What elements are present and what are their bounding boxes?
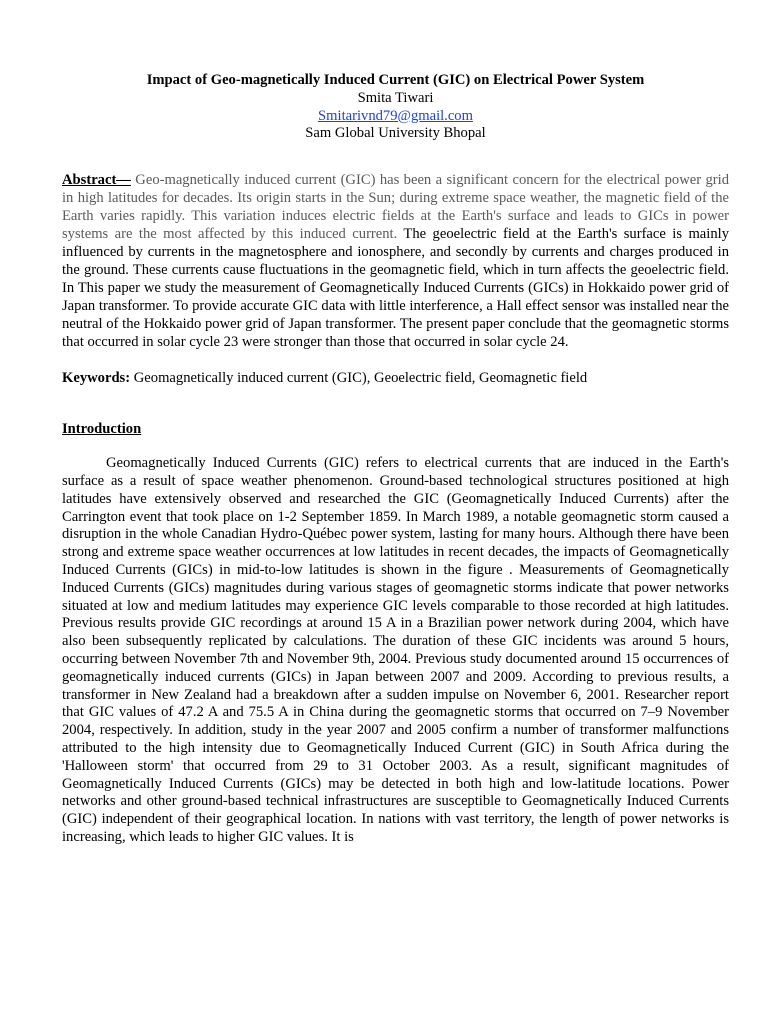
keywords-paragraph [62, 369, 729, 387]
author-email-link[interactable]: Smitarivnd79@gmail.com [318, 107, 473, 124]
abstract-text: The geoelectric field at the Earth's surface is mainly influenced by currents in the magnetosphere and ionosphere, and secondly by currents and charges produced in the ground. These currents cause fluctuations in the geomagnetic field, which in turn affects the geoelectric field. In This paper we study the measurement of Geomagnetically Induced Currents (GICs) in Hokkaido power grid of Japan transformer. To provide accurate GIC data with little interference, a Hall effect sensor was installed near the neutral of the Hokkaido power grid of Japan transformer. The present paper conclude that the geomagnetic storms that occurred in solar cycle 23 were stronger than those that occurred in solar cycle 24. [62, 226, 729, 351]
author-name: Smita Tiwari [357, 89, 434, 106]
introduction-heading: Introduction [62, 421, 142, 438]
paper-header [62, 72, 729, 143]
document-page [62, 72, 729, 847]
author-affiliation: Sam Global University Bhopal [305, 125, 486, 142]
introduction-paragraph: Geomagnetically Induced Currents (GIC) refers to electrical currents that are induced in the Earth's surface as a result of space weather phenomenon. Ground-based technological structures positioned at high latitudes have extensively observed and researched the GIC (Geomagnetically Induced Currents) after the Carrington event that took place on 1-2 September 1859. In March 1989, a notable geomagnetic storm caused a disruption in the whole Canadian Hydro-Québec power system, lasting for many hours. Although there have been strong and extreme space weather occurrences at low latitudes in recent decades, the impacts of Geomagnetically Induced Currents (GICs) in mid-to-low latitudes is shown in the figure . Measurements of Geomagnetically Induced Currents (GICs) magnitudes during various stages of geomagnetic storms indicate that power networks situated at low and medium latitudes may experience GIC levels comparable to those recorded at high latitudes. Previous results provide GIC recordings at around 15 A in a Brazilian power network during 2004, which have also been subsequently replicated by calculations. The duration of these GIC incidents was around 5 hours, occurring between November 7th and November 9th, 2004. Previous study documented around 15 occurrences of geomagnetically induced currents (GICs) in Japan between 2007 and 2009. According to previous results, a transformer in New Zealand had a breakdown after a sudden impulse on November 6, 2001. Researcher report that GIC values of 47.2 A and 75.5 A in China during the geomagnetic storms that occurred on 7–9 November 2004, respectively. In addition, study in the year 2007 and 2005 confirm a number of transformer malfunctions attributed to the high intensity due to Geomagnetically Induced Current (GIC) in South Africa during the 'Halloween storm' that occurred from 29 to 31 October 2003. As a result, significant magnitudes of Geomagnetically Induced Currents (GICs) may be detected in both high and low-latitude locations. Power networks and other ground-based technical infrastructures are susceptible to Geomagnetically Induced Currents (GIC) independent of their geographical location. In nations with vast territory, the length of power networks is increasing, which leads to higher GIC values. It is [62, 455, 729, 845]
keywords-label: Keywords: [62, 370, 131, 387]
abstract-label: Abstract— [62, 172, 131, 189]
paper-title: Impact of Geo-magnetically Induced Current (GIC) on Electrical Power System [146, 72, 645, 88]
abstract-text-gray: Geo-magnetically induced current (GIC) has been a significant concern for the electrical power grid in high latitudes for decades. Its origin starts in the Sun; during extreme space weather, the magnetic field of the Earth varies rapidly. This variation induces electric fields at the Earth's surface and leads to GICs in power systems are the most affected by this induced current. [62, 172, 729, 243]
keywords-text: Geomagnetically induced current (GIC), Geoelectric field, Geomagnetic field [130, 370, 588, 387]
abstract-paragraph [62, 171, 729, 351]
